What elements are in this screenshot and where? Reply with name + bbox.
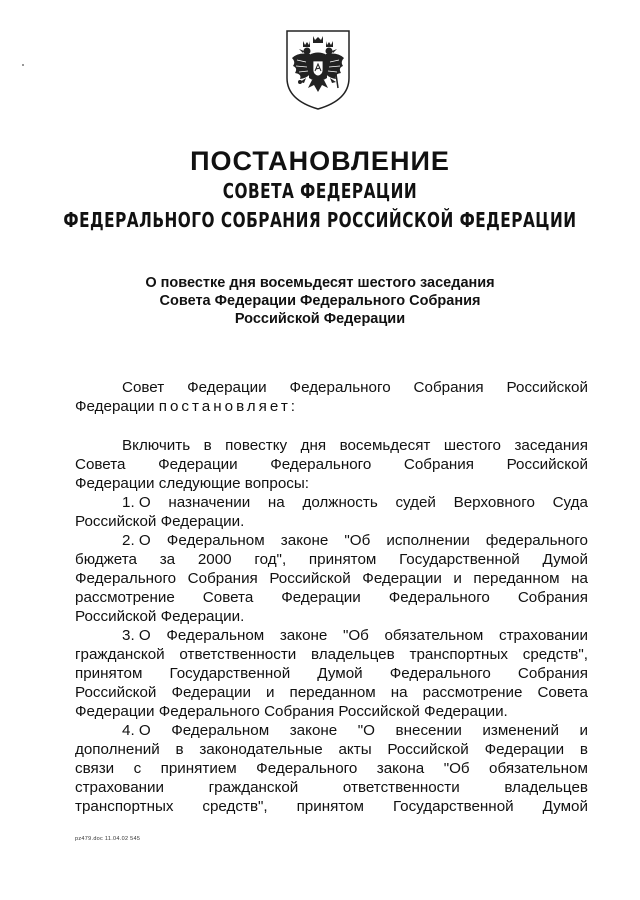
word: внесении (395, 722, 462, 739)
text-line (75, 455, 588, 474)
text-line: Федерации следующие вопросы: (75, 475, 309, 492)
word: Государственной (392, 798, 514, 815)
word: Федерального (270, 456, 372, 473)
issuer-line-2: ФЕДЕРАЛЬНОГО СОБРАНИЯ РОССИЙСКОЙ ФЕДЕРАЦИИ (63, 209, 577, 233)
word: в (203, 437, 212, 454)
word: Федерации (158, 456, 238, 473)
word: Федеральном (171, 722, 270, 739)
word: транспортных (75, 798, 174, 815)
word: Федеральном (166, 627, 265, 644)
word: должность (302, 494, 378, 511)
word: Государственной (399, 551, 520, 568)
word: 3. О (122, 627, 151, 644)
text-line (75, 550, 588, 569)
text-line: Российской Федерации. (75, 608, 245, 625)
text-line: Федерации Федерального Собрания Российской Федерации. (75, 703, 508, 720)
word: Федерального (389, 665, 491, 682)
word: Федерации (362, 570, 442, 587)
word: переданном (473, 570, 560, 587)
text-line (75, 664, 588, 683)
word: принятом (75, 665, 143, 682)
word: закона (376, 760, 425, 777)
word: страховании (75, 779, 165, 796)
subject-line: Российской Федерации (234, 311, 406, 327)
word: исполнении (386, 532, 470, 549)
document-type-title: ПОСТАНОВЛЕНИЕ (190, 146, 450, 176)
word: Федерации (187, 379, 267, 396)
word: "Об (344, 532, 371, 549)
word: Российской (506, 379, 588, 396)
agenda-item-1 (75, 493, 588, 512)
agenda-item-3 (75, 626, 588, 645)
text-line (75, 683, 588, 702)
text-line (75, 759, 588, 778)
word: Федерации (484, 741, 565, 758)
text-line (75, 645, 588, 664)
word: владельцев (311, 646, 395, 663)
word: и (453, 570, 462, 587)
word: Российской (75, 684, 157, 701)
document-file-code: pz479.doc 11.04.02 545 (75, 836, 141, 842)
word: 2000 (197, 551, 232, 568)
word: средств", (202, 798, 268, 815)
word: Совет (122, 379, 165, 396)
text-line (75, 569, 588, 588)
word: ответственности (179, 646, 297, 663)
word: обязательном (489, 760, 588, 777)
preamble-paragraph (75, 378, 588, 416)
word: Суда (552, 494, 588, 511)
word: и (266, 684, 275, 701)
word: шестого (443, 437, 501, 454)
word: ответственности (342, 779, 460, 796)
word: 4. О (122, 722, 151, 739)
word: Совета (537, 684, 588, 701)
word: федерального (485, 532, 588, 549)
word: Федерации (171, 684, 251, 701)
operative-verb: постановляет: (158, 398, 299, 415)
word: Собрания (517, 665, 588, 682)
word: 2. О (122, 532, 151, 549)
word: Российской (506, 456, 588, 473)
word: Собрания (517, 589, 588, 606)
word: владельцев (504, 779, 588, 796)
decision-paragraph (75, 436, 588, 816)
agenda-item-2 (75, 531, 588, 550)
word: "Об (443, 760, 470, 777)
word: законе (289, 722, 338, 739)
word: Совета (75, 456, 126, 473)
word: Федерального (289, 379, 391, 396)
word: дня (300, 437, 327, 454)
word: Собрания (413, 379, 484, 396)
text-line: Российской Федерации. (75, 513, 245, 530)
word: принятом (296, 798, 365, 815)
word: бюджета (75, 551, 137, 568)
word: Верховного (453, 494, 535, 511)
word: законе (280, 532, 329, 549)
word: акты (338, 741, 372, 758)
issuer-line-1: СОВЕТА ФЕДЕРАЦИИ (222, 180, 418, 204)
word: дополнений (75, 741, 160, 758)
word: Российской (387, 741, 469, 758)
word: Федерального (75, 570, 177, 587)
text-line (75, 588, 588, 607)
word: принятием (160, 760, 237, 777)
subject-line: Совета Федерации Федерального Собрания (159, 293, 481, 309)
word: Думой (317, 665, 363, 682)
subject-line: О повестке дня восемьдесят шестого заседания (145, 275, 495, 291)
text-line (75, 436, 588, 455)
word: в (175, 741, 184, 758)
word: восемьдесят (339, 437, 431, 454)
word: страховании (498, 627, 588, 644)
word: переданном (289, 684, 376, 701)
word: гражданской (208, 779, 299, 796)
word: Государственной (169, 665, 291, 682)
text-line (75, 740, 588, 759)
word: рассмотрение (422, 684, 523, 701)
word: с (133, 760, 142, 777)
word: год", (254, 551, 287, 568)
word: обязательном (384, 627, 484, 644)
word: в (579, 741, 588, 758)
word: Федерации (281, 589, 361, 606)
word: транспортных (409, 646, 508, 663)
word: заседания (514, 437, 588, 454)
word: Федерального (256, 760, 358, 777)
word: на (571, 570, 588, 587)
word: Думой (542, 798, 588, 815)
word: Собрания (403, 456, 474, 473)
word: законодательные (199, 741, 323, 758)
scan-speck (22, 64, 24, 66)
resolution-subject (0, 274, 640, 328)
word: изменений (482, 722, 559, 739)
word: Совета (202, 589, 254, 606)
word: на (267, 494, 285, 511)
word: Федерального (388, 589, 490, 606)
text-line (75, 778, 588, 797)
word: и (579, 722, 588, 739)
word: на (390, 684, 408, 701)
word: средств", (522, 646, 588, 663)
text-line (75, 397, 588, 416)
word: гражданской (75, 646, 165, 663)
word: связи (75, 760, 115, 777)
text-fragment: Федерации (75, 398, 159, 415)
agenda-item-4 (75, 721, 588, 740)
word: "О (357, 722, 375, 739)
coat-of-arms-icon (284, 28, 352, 112)
word: Думой (542, 551, 588, 568)
word: Включить (122, 437, 191, 454)
word: судей (395, 494, 436, 511)
word: Федеральном (166, 532, 265, 549)
word: Российской (269, 570, 351, 587)
word: назначении (168, 494, 251, 511)
word: рассмотрение (75, 589, 175, 606)
word: законе (279, 627, 328, 644)
word: принятом (308, 551, 377, 568)
word: за (159, 551, 176, 568)
word: повестку (225, 437, 288, 454)
text-line (75, 378, 588, 397)
word: Собрания (187, 570, 258, 587)
text-line (75, 797, 588, 816)
word: "Об (342, 627, 369, 644)
word: 1. О (122, 494, 151, 511)
